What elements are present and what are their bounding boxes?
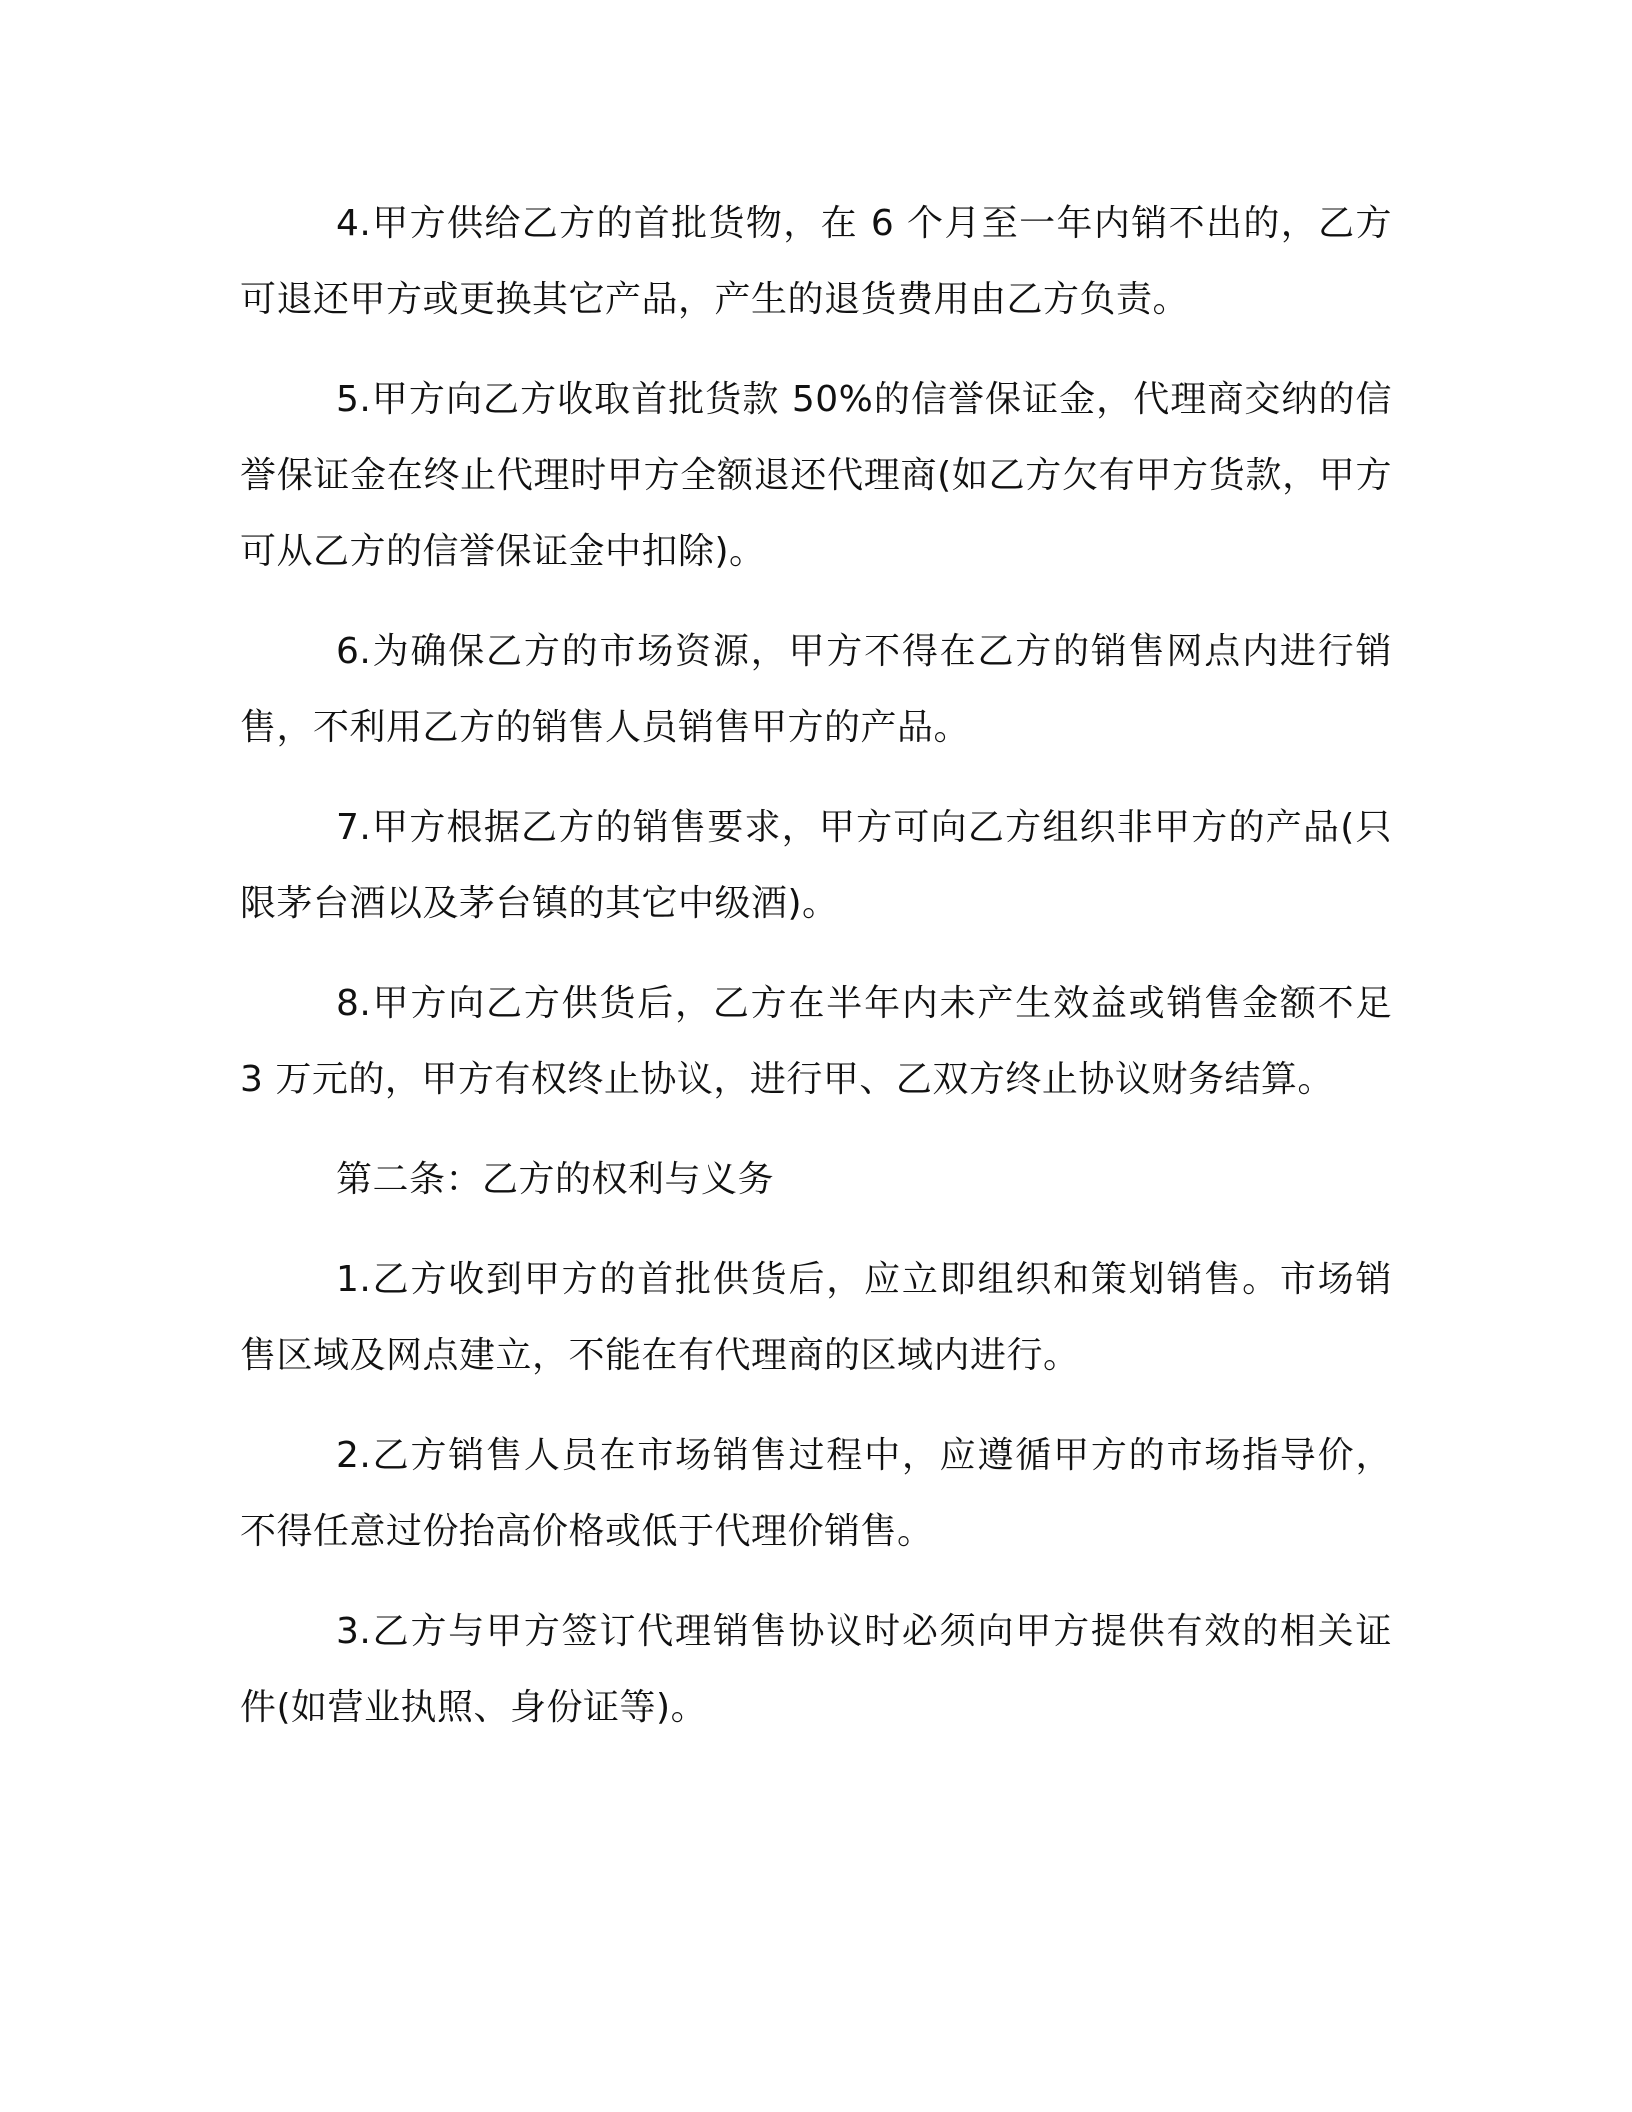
clause-item-2: 2.乙方销售人员在市场销售过程中，应遵循甲方的市场指导价，不得任意过份抬高价格或低于代理价销售。 <box>240 1435 1392 1552</box>
clause-item-6: 6.为确保乙方的市场资源，甲方不得在乙方的销售网点内进行销售，不利用乙方的销售人员销售甲方的产品。 <box>240 631 1392 748</box>
clause-item-4: 4.甲方供给乙方的首批货物，在 6 个月至一年内销不出的，乙方可退还甲方或更换其它产品，产生的退货费用由乙方负责。 <box>240 203 1392 320</box>
document-body <box>240 186 1392 1770</box>
clause-item-3: 3.乙方与甲方签订代理销售协议时必须向甲方提供有效的相关证件(如营业执照、身份证等)。 <box>240 1611 1392 1728</box>
clause-item-5: 5.甲方向乙方收取首批货款 50%的信誉保证金，代理商交纳的信誉保证金在终止代理时甲方全额退还代理商(如乙方欠有甲方货款，甲方可从乙方的信誉保证金中扣除)。 <box>240 379 1392 572</box>
clause-item-1: 1.乙方收到甲方的首批供货后，应立即组织和策划销售。市场销售区域及网点建立，不能在有代理商的区域内进行。 <box>240 1259 1392 1376</box>
clause-item-8: 8.甲方向乙方供货后，乙方在半年内未产生效益或销售金额不足 3 万元的，甲方有权终止协议，进行甲、乙双方终止协议财务结算。 <box>240 983 1392 1100</box>
section-heading: 第二条：乙方的权利与义务 <box>336 1159 775 1200</box>
clause-item-7: 7.甲方根据乙方的销售要求，甲方可向乙方组织非甲方的产品(只限茅台酒以及茅台镇的其它中级酒)。 <box>240 807 1392 924</box>
